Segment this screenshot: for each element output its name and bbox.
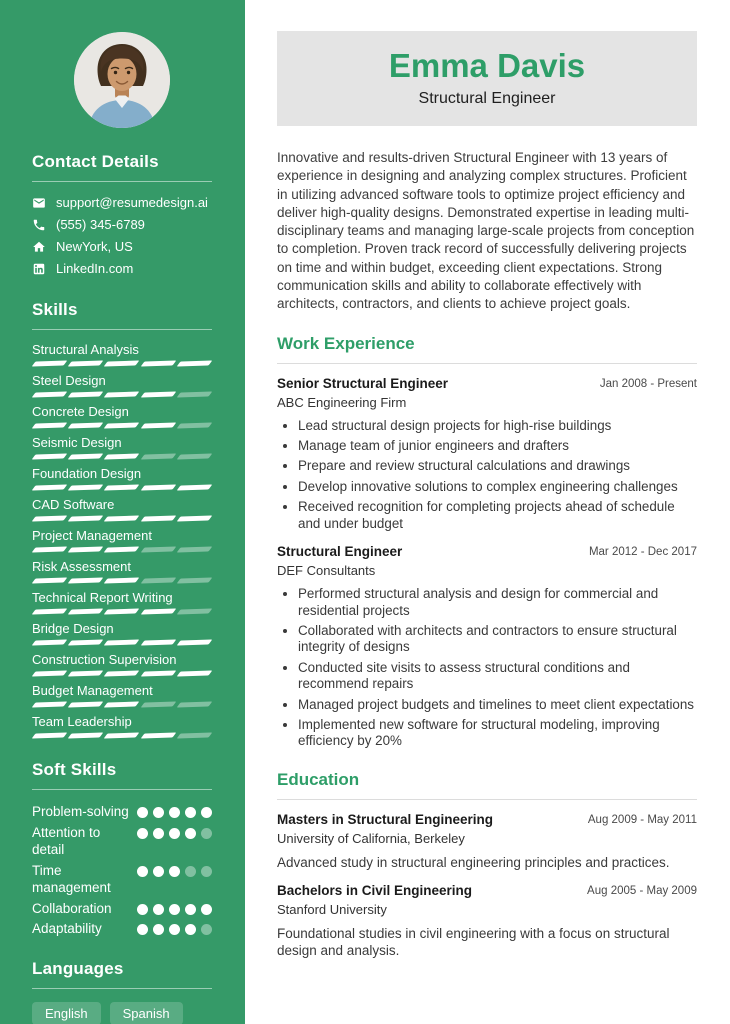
job-dates: Jan 2008 - Present bbox=[599, 377, 697, 390]
soft-skill-dot bbox=[169, 807, 180, 818]
soft-skills-heading: Soft Skills bbox=[32, 760, 117, 779]
contact-heading: Contact Details bbox=[32, 152, 159, 171]
education-description: Advanced study in structural engineering principles and practices. bbox=[277, 854, 670, 870]
soft-skill-dots bbox=[137, 920, 212, 938]
skill-level-bar bbox=[32, 671, 212, 676]
skill-label: Project Management bbox=[32, 528, 152, 543]
skill-bar-segment bbox=[68, 484, 104, 490]
soft-skill-dots bbox=[137, 900, 212, 918]
soft-skill-dot bbox=[137, 807, 148, 818]
skill-item bbox=[32, 560, 212, 583]
linkedin-icon bbox=[32, 262, 46, 276]
education-list bbox=[277, 812, 697, 959]
skill-level-bar bbox=[32, 361, 212, 366]
education-dates: Aug 2005 - May 2009 bbox=[587, 884, 697, 897]
education-title-block bbox=[277, 883, 472, 917]
soft-skill-list bbox=[32, 803, 212, 938]
skill-label: Seismic Design bbox=[32, 435, 122, 450]
soft-skill-item bbox=[32, 900, 212, 918]
job-list bbox=[277, 376, 697, 750]
skill-bar-segment bbox=[68, 670, 104, 676]
soft-skill-dot bbox=[185, 828, 196, 839]
job-title: Structural Engineer bbox=[277, 544, 403, 560]
skill-item bbox=[32, 715, 212, 738]
skill-item bbox=[32, 405, 212, 428]
job-bullet: • Develop innovative solutions to complex engineering challenges bbox=[298, 479, 697, 495]
soft-skill-dots bbox=[137, 803, 212, 821]
job-bullets bbox=[277, 586, 697, 750]
skill-label: Steel Design bbox=[32, 373, 106, 388]
skill-bar-segment bbox=[177, 608, 213, 614]
contact-text: NewYork, US bbox=[56, 239, 133, 254]
contact-text: support@resumedesign.ai bbox=[56, 195, 208, 210]
skill-item bbox=[32, 467, 212, 490]
skill-bar-segment bbox=[177, 639, 213, 645]
skill-label: Budget Management bbox=[32, 683, 153, 698]
soft-skill-dot bbox=[201, 866, 212, 877]
job-entry bbox=[277, 544, 697, 750]
skill-level-bar bbox=[32, 640, 212, 645]
skill-level-bar bbox=[32, 392, 212, 397]
contact-item bbox=[32, 261, 212, 276]
skill-bar-segment bbox=[68, 515, 104, 521]
skill-bar-segment bbox=[32, 732, 68, 738]
skill-bar-segment bbox=[177, 670, 213, 676]
skill-bar-segment bbox=[104, 453, 140, 459]
job-bullets bbox=[277, 418, 697, 532]
job-bullet: • Manage team of junior engineers and drafters bbox=[298, 438, 697, 454]
language-pill: Spanish bbox=[110, 1002, 183, 1024]
contact-text: LinkedIn.com bbox=[56, 261, 134, 276]
skill-bar-segment bbox=[32, 546, 68, 552]
skill-bar-segment bbox=[104, 391, 140, 397]
skill-level-bar bbox=[32, 454, 212, 459]
skill-item bbox=[32, 591, 212, 614]
job-header bbox=[277, 376, 697, 410]
skills-divider bbox=[32, 329, 212, 330]
job-bullet: • Lead structural design projects for high-rise buildings bbox=[298, 418, 697, 434]
skill-bar-segment bbox=[104, 515, 140, 521]
education-entry bbox=[277, 883, 697, 959]
phone-icon bbox=[32, 218, 46, 232]
skill-label: CAD Software bbox=[32, 497, 115, 512]
job-bullet: • Collaborated with architects and contractors to ensure structural integrity of designs bbox=[298, 623, 697, 656]
skill-label: Foundation Design bbox=[32, 466, 142, 481]
avatar bbox=[74, 32, 170, 128]
skill-label: Bridge Design bbox=[32, 621, 114, 636]
languages-divider bbox=[32, 988, 212, 989]
soft-skill-dot bbox=[137, 866, 148, 877]
job-header bbox=[277, 544, 697, 578]
skill-bar-segment bbox=[68, 391, 104, 397]
skill-level-bar bbox=[32, 485, 212, 490]
languages-section bbox=[32, 959, 212, 1024]
skill-bar-segment bbox=[140, 670, 176, 676]
header-card bbox=[277, 31, 697, 126]
home-icon bbox=[32, 240, 46, 254]
soft-skill-dot bbox=[169, 904, 180, 915]
skill-bar-segment bbox=[32, 701, 68, 707]
soft-skill-item bbox=[32, 824, 212, 859]
skill-level-bar bbox=[32, 733, 212, 738]
skill-label: Structural Analysis bbox=[32, 342, 139, 357]
soft-skill-dot bbox=[201, 924, 212, 935]
skill-bar-segment bbox=[177, 546, 213, 552]
skill-bar-segment bbox=[177, 701, 213, 707]
degree-title: Bachelors in Civil Engineering bbox=[277, 882, 473, 898]
contact-list bbox=[32, 195, 212, 276]
skill-bar-segment bbox=[32, 670, 68, 676]
soft-skill-item bbox=[32, 862, 212, 897]
soft-skill-dot bbox=[153, 828, 164, 839]
person-title: Structural Engineer bbox=[418, 90, 556, 107]
job-entry bbox=[277, 376, 697, 532]
skill-label: Risk Assessment bbox=[32, 559, 131, 574]
skill-bar-segment bbox=[68, 701, 104, 707]
skill-bar-segment bbox=[177, 484, 213, 490]
skill-bar-segment bbox=[140, 732, 176, 738]
education-heading: Education bbox=[277, 770, 697, 800]
soft-skill-label: Time management bbox=[32, 862, 111, 895]
skill-bar-segment bbox=[140, 484, 176, 490]
main-content bbox=[245, 0, 730, 1024]
contact-divider bbox=[32, 181, 212, 182]
skills-heading: Skills bbox=[32, 300, 78, 319]
soft-skill-dot bbox=[201, 828, 212, 839]
education-header bbox=[277, 812, 697, 846]
contact-item bbox=[32, 195, 212, 210]
skill-bar-segment bbox=[32, 639, 68, 645]
skill-item bbox=[32, 684, 212, 707]
soft-skill-dot bbox=[185, 866, 196, 877]
soft-skill-dot bbox=[153, 924, 164, 935]
skill-item bbox=[32, 529, 212, 552]
soft-skill-dot bbox=[137, 904, 148, 915]
skill-bar-segment bbox=[177, 453, 213, 459]
soft-skill-item bbox=[32, 920, 212, 938]
education-description: Foundational studies in civil engineering with a focus on structural design and analysis. bbox=[277, 925, 670, 958]
soft-skill-item bbox=[32, 803, 212, 821]
degree-title: Masters in Structural Engineering bbox=[277, 811, 494, 827]
skill-item bbox=[32, 622, 212, 645]
skill-bar-segment bbox=[177, 360, 213, 366]
skill-bar-segment bbox=[104, 639, 140, 645]
skill-bar-segment bbox=[177, 577, 213, 583]
job-title-block bbox=[277, 544, 402, 578]
soft-skill-dot bbox=[201, 807, 212, 818]
skill-bar-segment bbox=[68, 608, 104, 614]
skill-bar-segment bbox=[32, 360, 68, 366]
skill-bar-segment bbox=[140, 453, 176, 459]
job-title: Senior Structural Engineer bbox=[277, 375, 449, 391]
skill-bar-segment bbox=[68, 360, 104, 366]
school-name: University of California, Berkeley bbox=[277, 830, 465, 846]
work-experience-heading: Work Experience bbox=[277, 334, 697, 364]
soft-skill-label: Problem-solving bbox=[32, 804, 129, 819]
school-name: Stanford University bbox=[277, 901, 387, 917]
job-bullet: • Prepare and review structural calculations and drawings bbox=[298, 458, 697, 474]
skill-bar-segment bbox=[177, 391, 213, 397]
skill-bar-segment bbox=[104, 360, 140, 366]
skill-level-bar bbox=[32, 702, 212, 707]
skill-label: Team Leadership bbox=[32, 714, 132, 729]
job-bullet: • Conducted site visits to assess structural conditions and recommend repairs bbox=[298, 660, 697, 693]
skill-bar-segment bbox=[104, 422, 140, 428]
skill-bar-segment bbox=[140, 639, 176, 645]
soft-skill-dot bbox=[169, 924, 180, 935]
skill-bar-segment bbox=[177, 422, 213, 428]
soft-skill-dot bbox=[169, 828, 180, 839]
education-entry bbox=[277, 812, 697, 871]
job-title-block bbox=[277, 376, 448, 410]
skill-bar-segment bbox=[32, 422, 68, 428]
skill-bar-segment bbox=[104, 484, 140, 490]
email-icon bbox=[32, 196, 46, 210]
soft-skill-dot bbox=[169, 866, 180, 877]
language-list bbox=[32, 1002, 212, 1024]
job-company: DEF Consultants bbox=[277, 563, 376, 579]
summary-text: Innovative and results-driven Structural Engineer with 13 years of experience in designing and analyzing complex structures. Proficient in utilizing advanced software tools to optimize project efficiency and deliver high-quality designs. Demonstrated expertise in leading multi-disciplinary teams and managing large-scale projects from conception to completion. Proven track record of successfully delivering projects on time and within budget, exceeding client expectations. Strong communication skills and ability to collaborate effectively with architects, contractors, and clients to achieve project goals. bbox=[277, 150, 695, 312]
contact-section bbox=[32, 152, 212, 276]
skill-bar-segment bbox=[140, 701, 176, 707]
job-dates: Mar 2012 - Dec 2017 bbox=[588, 546, 697, 559]
job-company: ABC Engineering Firm bbox=[277, 394, 407, 410]
soft-skill-label: Adaptability bbox=[32, 921, 102, 936]
soft-skill-dot bbox=[185, 924, 196, 935]
languages-heading: Languages bbox=[32, 958, 124, 978]
soft-skill-dot bbox=[137, 924, 148, 935]
skill-bar-segment bbox=[140, 515, 176, 521]
skill-bar-segment bbox=[32, 515, 68, 521]
skill-bar-segment bbox=[68, 422, 104, 428]
job-bullet: • Implemented new software for structural modeling, improving efficiency by 20% bbox=[298, 717, 697, 750]
education-section bbox=[277, 770, 697, 959]
soft-skill-dot bbox=[185, 807, 196, 818]
language-pill: English bbox=[32, 1002, 101, 1024]
contact-text: (555) 345-6789 bbox=[56, 217, 145, 232]
skill-item bbox=[32, 343, 212, 366]
skill-bar-segment bbox=[104, 577, 140, 583]
soft-skill-dot bbox=[153, 807, 164, 818]
skill-bar-segment bbox=[177, 732, 213, 738]
skill-bar-segment bbox=[68, 577, 104, 583]
job-bullet: • Received recognition for completing projects ahead of schedule and under budget bbox=[298, 499, 697, 532]
soft-skill-dot bbox=[153, 866, 164, 877]
skill-bar-segment bbox=[32, 453, 68, 459]
skill-item bbox=[32, 498, 212, 521]
contact-item bbox=[32, 239, 212, 254]
skill-level-bar bbox=[32, 609, 212, 614]
skill-label: Construction Supervision bbox=[32, 652, 177, 667]
contact-item bbox=[32, 217, 212, 232]
skills-section bbox=[32, 300, 212, 738]
soft-skill-dot bbox=[137, 828, 148, 839]
skill-bar-segment bbox=[68, 546, 104, 552]
skill-bar-segment bbox=[140, 360, 176, 366]
skill-bar-segment bbox=[32, 391, 68, 397]
skill-level-bar bbox=[32, 578, 212, 583]
skill-label: Technical Report Writing bbox=[32, 590, 173, 605]
skill-bar-segment bbox=[140, 391, 176, 397]
skill-item bbox=[32, 436, 212, 459]
skill-bar-segment bbox=[68, 639, 104, 645]
skill-bar-segment bbox=[68, 453, 104, 459]
skill-level-bar bbox=[32, 423, 212, 428]
education-dates: Aug 2009 - May 2011 bbox=[587, 813, 697, 826]
soft-skill-label: Attention to detail bbox=[32, 824, 101, 857]
education-header bbox=[277, 883, 697, 917]
soft-skills-section bbox=[32, 760, 212, 938]
skill-bar-segment bbox=[104, 608, 140, 614]
job-bullet: • Performed structural analysis and design for commercial and residential projects bbox=[298, 586, 697, 619]
sidebar bbox=[0, 0, 245, 1024]
skill-level-bar bbox=[32, 516, 212, 521]
skill-bar-segment bbox=[140, 577, 176, 583]
soft-skill-dots bbox=[137, 862, 212, 897]
skill-bar-segment bbox=[68, 732, 104, 738]
soft-skill-dot bbox=[153, 904, 164, 915]
skill-bar-segment bbox=[140, 608, 176, 614]
skill-bar-segment bbox=[104, 701, 140, 707]
skill-bar-segment bbox=[140, 422, 176, 428]
skill-bar-segment bbox=[32, 577, 68, 583]
soft-skill-dots bbox=[137, 824, 212, 859]
avatar-portrait-illustration bbox=[74, 32, 170, 128]
soft-skills-divider bbox=[32, 789, 212, 790]
skill-item bbox=[32, 653, 212, 676]
skill-bar-segment bbox=[177, 515, 213, 521]
skill-bar-segment bbox=[140, 546, 176, 552]
skill-bar-segment bbox=[104, 732, 140, 738]
skill-bar-segment bbox=[104, 546, 140, 552]
education-title-block bbox=[277, 812, 493, 846]
job-bullet: • Managed project budgets and timelines to meet client expectations bbox=[298, 697, 697, 713]
skill-item bbox=[32, 374, 212, 397]
skill-bar-segment bbox=[32, 484, 68, 490]
soft-skill-label: Collaboration bbox=[32, 900, 112, 916]
skill-label: Concrete Design bbox=[32, 404, 129, 419]
skill-list bbox=[32, 343, 212, 738]
soft-skill-dot bbox=[201, 904, 212, 915]
skill-bar-segment bbox=[104, 670, 140, 676]
work-experience-section bbox=[277, 334, 697, 750]
soft-skill-dot bbox=[185, 904, 196, 915]
skill-level-bar bbox=[32, 547, 212, 552]
skill-bar-segment bbox=[32, 608, 68, 614]
person-name: Emma Davis bbox=[388, 47, 586, 84]
